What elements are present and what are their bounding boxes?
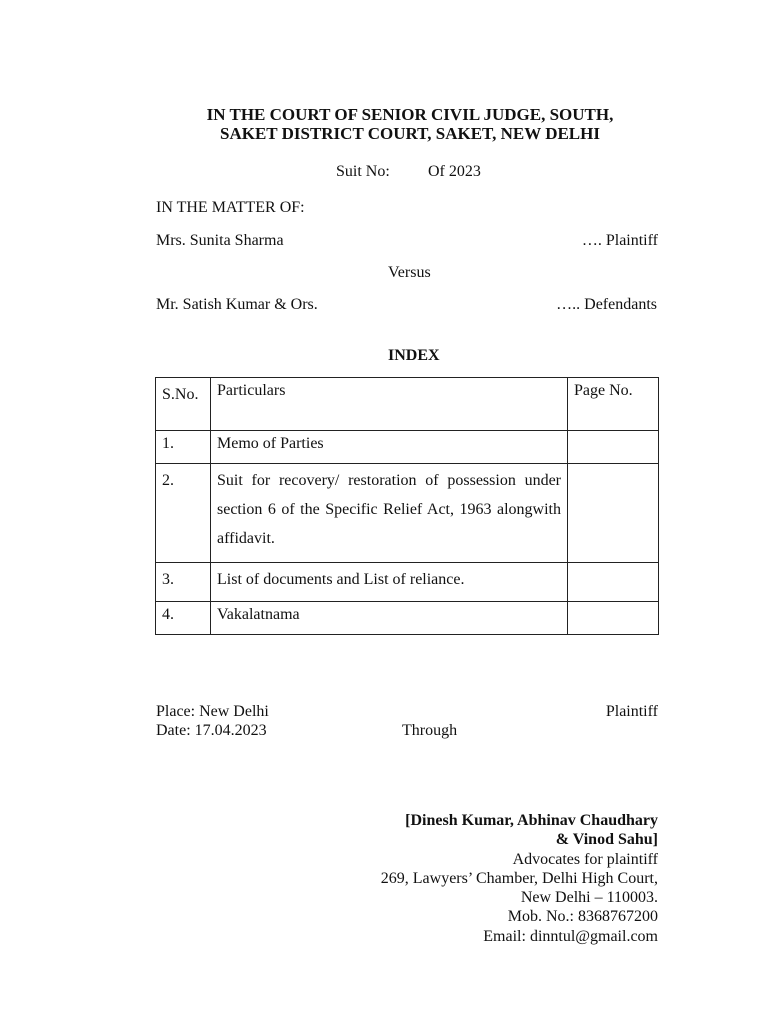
advocate-names-line1: [Dinesh Kumar, Abhinav Chaudhary [405, 812, 658, 829]
plaintiff-role: …. Plaintiff [581, 232, 658, 249]
date-text: Date: 17.04.2023 [156, 722, 267, 739]
defendant-role: ….. Defendants [556, 296, 657, 313]
table-header-row [156, 378, 659, 431]
defendant-name: Mr. Satish Kumar & Ors. [156, 296, 318, 313]
row-sno: 3. [156, 563, 211, 602]
row-particulars: Memo of Parties [211, 431, 568, 464]
table-row [156, 563, 659, 602]
advocate-role: Advocates for plaintiff [512, 851, 658, 868]
row-sno: 4. [156, 602, 211, 635]
row-page [568, 464, 659, 563]
place-text: Place: New Delhi [156, 703, 269, 720]
column-header-sno: S.No. [156, 378, 211, 431]
row-page [568, 431, 659, 464]
plaintiff-name: Mrs. Sunita Sharma [156, 232, 284, 249]
suit-no-label: Suit No: [336, 163, 390, 180]
column-header-particulars: Particulars [211, 378, 568, 431]
advocate-address2: New Delhi – 110003. [520, 889, 658, 906]
advocate-email: Email: dinntul@gmail.com [483, 928, 658, 945]
row-particulars: Vakalatnama [211, 602, 568, 635]
row-particulars: Suit for recovery/ restoration of possession under section 6 of the Specific Relief Act, 1963 alongwith affidavit. [211, 464, 568, 563]
matter-label: IN THE MATTER OF: [156, 199, 305, 216]
versus-label: Versus [388, 264, 431, 281]
court-title-line1: IN THE COURT OF SENIOR CIVIL JUDGE, SOUTH, [206, 105, 614, 124]
advocate-names-line2: & Vinod Sahu] [555, 831, 658, 848]
row-page [568, 563, 659, 602]
advocate-mobile: Mob. No.: 8368767200 [507, 908, 658, 925]
row-sno: 2. [156, 464, 211, 563]
row-sno: 1. [156, 431, 211, 464]
court-title-line2: SAKET DISTRICT COURT, SAKET, NEW DELHI [220, 124, 600, 143]
table-row [156, 464, 659, 563]
through-text: Through [402, 722, 458, 739]
index-table [155, 377, 659, 635]
table-row [156, 431, 659, 464]
table-row [156, 602, 659, 635]
advocate-address1: 269, Lawyers’ Chamber, Delhi High Court, [380, 870, 658, 887]
party-text: Plaintiff [605, 703, 658, 720]
index-heading: INDEX [388, 347, 440, 364]
column-header-page: Page No. [568, 378, 659, 431]
row-particulars: List of documents and List of reliance. [211, 563, 568, 602]
row-page [568, 602, 659, 635]
suit-year: Of 2023 [428, 163, 481, 180]
